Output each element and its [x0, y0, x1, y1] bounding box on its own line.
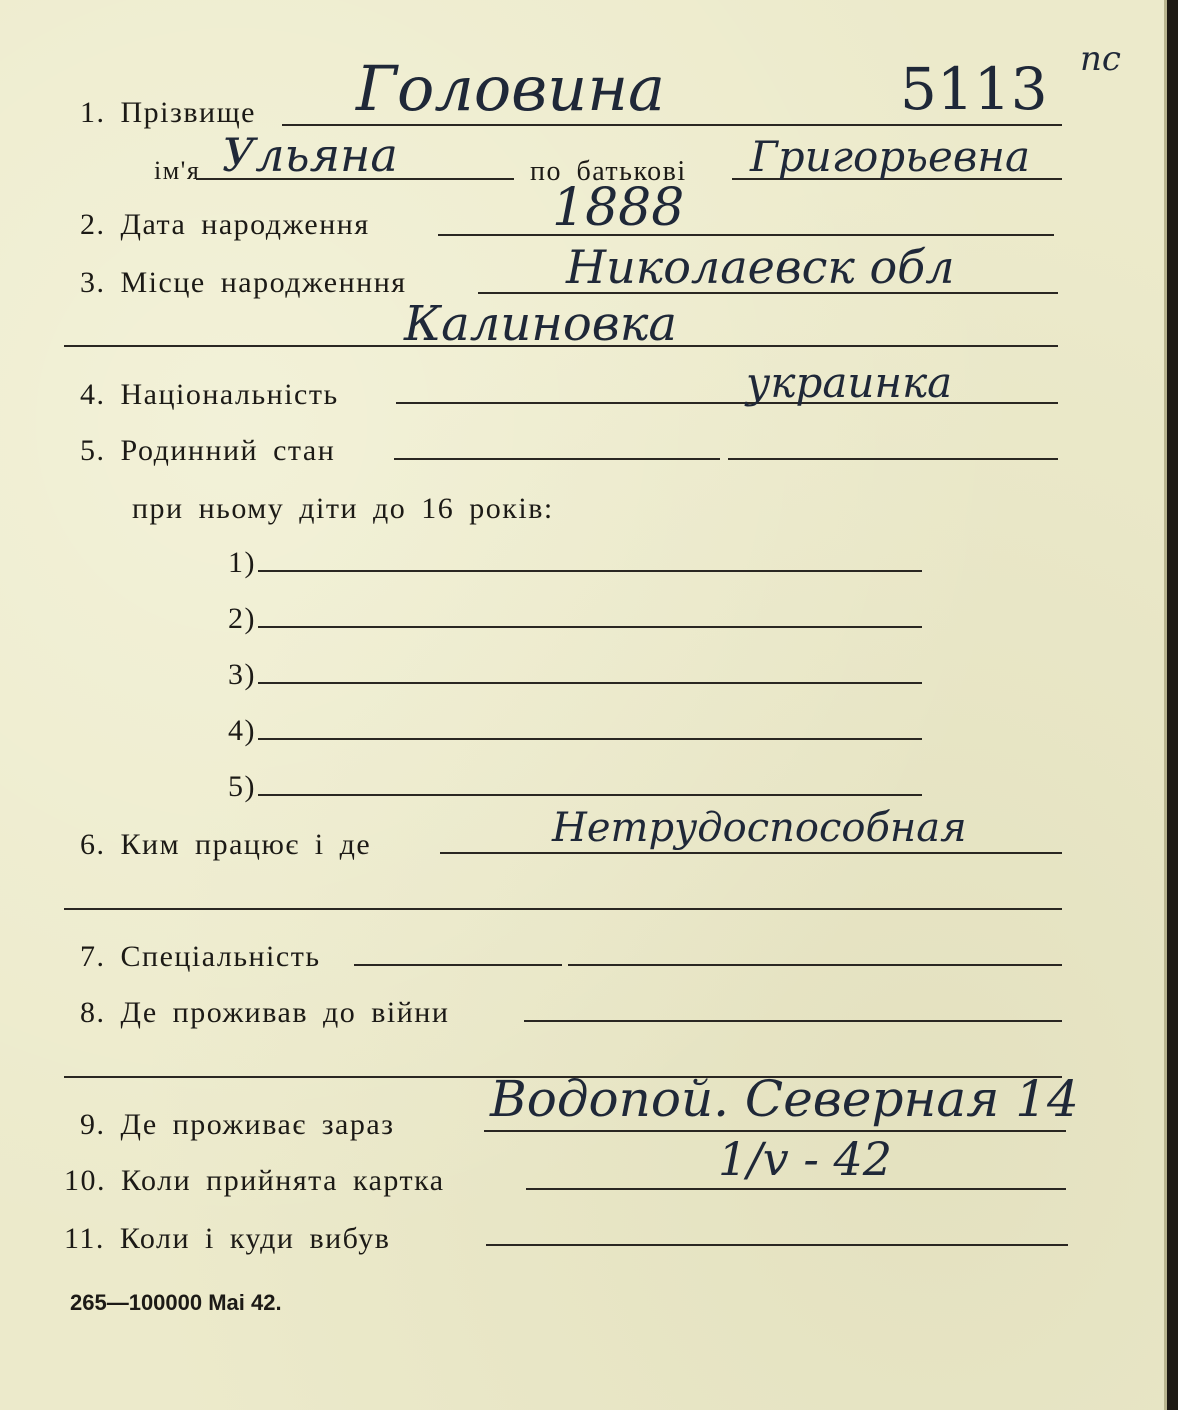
- work-line: [440, 852, 1062, 854]
- surname-label: 1. Прізвище: [80, 96, 256, 129]
- name-value: Ульяна: [222, 128, 398, 182]
- birth-date-line: [438, 234, 1054, 236]
- child-2-line: [258, 626, 922, 628]
- print-code: 265—100000 Mai 42.: [70, 1290, 282, 1315]
- card-number: 5113: [900, 55, 1048, 123]
- departure-label: 11. Коли і куди вибув: [64, 1222, 391, 1255]
- prewar-residence-line: [524, 1020, 1062, 1022]
- child-4-number: 4): [228, 714, 256, 747]
- birth-date-label: 2. Дата народження: [80, 208, 370, 241]
- nationality-value: украинка: [746, 358, 953, 407]
- current-residence-label: 9. Де проживає зараз: [80, 1108, 395, 1141]
- birth-place-label: 3. Місце народженння: [80, 266, 407, 299]
- card-date-value: 1/v - 42: [718, 1132, 893, 1186]
- surname-value: Головина: [356, 52, 666, 125]
- patronymic-label: по батькові: [530, 156, 687, 187]
- card-number-suffix: пс: [1080, 39, 1121, 79]
- departure-line: [486, 1244, 1068, 1246]
- marital-status-line-b: [728, 458, 1058, 460]
- work-label: 6. Ким працює і де: [80, 828, 372, 861]
- specialty-line-a: [354, 964, 562, 966]
- child-4-line: [258, 738, 922, 740]
- child-5-number: 5): [228, 770, 256, 803]
- specialty-line-b: [568, 964, 1062, 966]
- birth-place-value-2: Калиновка: [404, 296, 677, 352]
- child-3-line: [258, 682, 922, 684]
- prewar-residence-label: 8. Де проживав до війни: [80, 996, 450, 1029]
- child-1-number: 1): [228, 546, 256, 579]
- current-residence-value: Водопой. Северная 14: [490, 1070, 1079, 1128]
- marital-status-label: 5. Родинний стан: [80, 434, 336, 467]
- work-line-2: [64, 908, 1062, 910]
- work-value: Нетрудоспособная: [552, 805, 967, 851]
- marital-status-line-a: [394, 458, 720, 460]
- birth-place-value-1: Николаевск обл: [566, 240, 955, 294]
- children-label: при ньому діти до 16 років:: [132, 492, 554, 525]
- child-5-line: [258, 794, 922, 796]
- patronymic-value: Григорьевна: [750, 132, 1031, 181]
- nationality-label: 4. Національність: [80, 378, 339, 411]
- child-3-number: 3): [228, 658, 256, 691]
- child-2-number: 2): [228, 602, 256, 635]
- birth-date-value: 1888: [552, 178, 685, 238]
- nationality-line: [396, 402, 1058, 404]
- specialty-label: 7. Спеціальність: [80, 940, 321, 973]
- name-label: ім'я: [154, 156, 201, 185]
- card-date-line: [526, 1188, 1066, 1190]
- child-1-line: [258, 570, 922, 572]
- card-date-label: 10. Коли прийнята картка: [64, 1164, 445, 1197]
